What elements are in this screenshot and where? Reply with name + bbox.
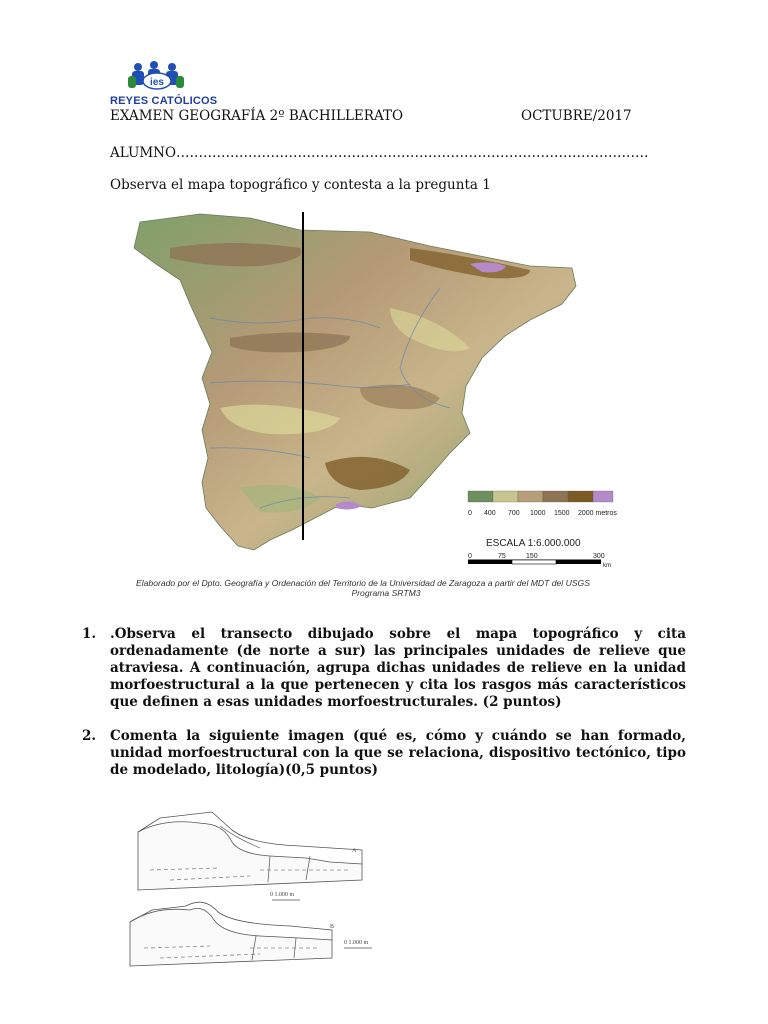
scale-unit: km [603,563,611,569]
question-2 [82,728,686,779]
map-instruction: Observa el mapa topográfico y contesta a la pregunta 1 [110,177,491,193]
map-credit-program: Programa SRTM3 [351,588,421,598]
diagram-scale-a: 0 1.000 m [270,892,295,898]
map-scale [468,538,611,569]
logo-mark-text: ies [150,77,164,88]
legend-value-5: 2000 metros [578,510,617,517]
diagram-label-b: B [330,924,335,930]
elevation-legend [468,491,617,517]
legend-swatch-1 [493,491,518,502]
question-number: 2. [82,728,97,744]
legend-swatch-5 [593,491,613,502]
exam-date: OCTUBRE/2017 [521,108,632,124]
scale-tick-0: 0 [468,553,472,560]
scale-tick-150: 150 [526,553,538,560]
diagram-label-a: A [352,848,357,854]
topographic-map [110,208,650,598]
question-number: 1. [82,626,97,642]
question-text: .Observa el transecto dibujado sobre el mapa topográfico y cita ordenadamente (de norte a sur) las principales unidades de relieve que atraviesa. A continuación, agrupa dichas unidades de relieve en la unidad morfoestructural a la que pertenecen y cita los rasgos más característicos que definen a esas unidades morfoestructurales. (2 puntos) [110,626,686,710]
block-diagram-figure [100,790,400,990]
iberia-relief-map [110,208,650,578]
scale-title: ESCALA 1:6.000.000 [486,538,581,549]
diagram-scale-b: 0 1.000 m [344,940,369,946]
exam-title: EXAMEN GEOGRAFÍA 2º BACHILLERATO [110,108,404,124]
legend-value-4: 1500 [554,510,570,517]
scale-tick-75: 75 [498,553,506,560]
legend-value-3: 1000 [530,510,546,517]
student-name-line: ALUMNO…………………………………………………………………………………………… [110,145,649,161]
scale-tick-300: 300 [593,553,605,560]
legend-value-1: 400 [484,510,496,517]
legend-swatch-0 [468,491,493,502]
logo-figures-icon [110,60,210,100]
logo-caption: REYES CATÓLICOS [110,95,218,107]
legend-swatch-2 [518,491,543,502]
block-diagram [100,790,400,990]
legend-value-2: 700 [508,510,520,517]
legend-swatch-3 [543,491,568,502]
legend-value-0: 0 [468,510,472,517]
question-1 [82,626,686,711]
question-text: Comenta la siguiente imagen (qué es, cómo y cuándo se han formado, unidad morfoestructural con la que se relaciona, dispositivo tectónico, tipo de modelado, litología)(0,5 puntos) [110,728,686,778]
legend-swatch-4 [568,491,593,502]
map-credit: Elaborado por el Dpto. Geografía y Ordenación del Territorio de la Universidad de Zaragoza a partir del MDT del USGS [136,578,590,588]
